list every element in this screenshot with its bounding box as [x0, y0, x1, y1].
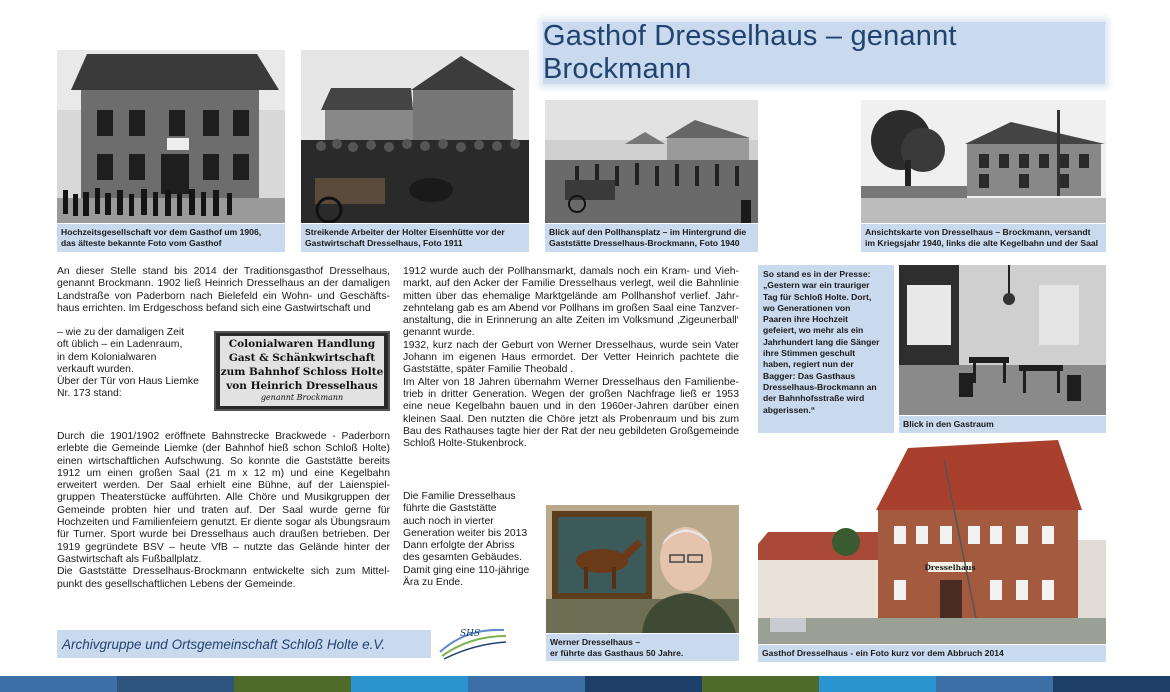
- press-line: ihre Stimmen geschult: [763, 348, 856, 359]
- bottom-bar-segment: [234, 676, 351, 692]
- press-line: Dresselhaus-Brockmann an: [763, 381, 877, 392]
- caption-strike-line1: Streikende Arbeiter der Holter Eisenhütte vor der: [305, 227, 505, 237]
- col2-paragraph-2: 1932, kurz nach der Geburt von Werner Dresselhaus, wurde sein Vater Johann im eigenen Haus ermordet. Der Vetter Heinrich pachtete die Gaststätte, später Familie Theobald .: [403, 339, 739, 376]
- column-1-text: [57, 266, 390, 315]
- col1-line: oft üblich – ein Ladenraum,: [57, 339, 183, 351]
- press-line: Jahrhundert lang die Sänger: [763, 336, 880, 347]
- shop-sign-photo: [214, 331, 390, 411]
- caption-postcard-line1: Ansichtskarte von Dresselhaus – Brockmann, versandt: [865, 227, 1091, 237]
- photo-gastraum: [899, 265, 1106, 415]
- col2-line: Generation weiter bis 2013: [403, 527, 528, 539]
- bottom-bar-segment: [351, 676, 468, 692]
- col1-line: verkauft wurden.: [57, 363, 134, 375]
- col1-paragraph-2: Durch die 1901/1902 eröffnete Bahnstrecke Brackwede - Paderborn erlebte die Gemeinde Liemke (der Bahnhof hieß schon Schloß Holte) einen wirtschaftlichen Aufschwung. So konnte die Gaststätte bereits 1912 um einen großen Saal (21 m x 12 m) und eine Kegelbahn erweitert werden. Der Saal erhielt eine Bühne, auf der Laienspielgruppen Theaterstücke aufführten. Alle Chöre und Musikgruppen der Gemeinde probten hier und traten auf. Der Saal wurde gerne für Hochzeiten und Familienfeiern genutzt. Er diente sogar als Übungsraum für Turner. Sport wurde bei Dresselhaus auch draußen betrieben. Der 1919 gegründete BSV – heute VfB – nutzte das Gelände hinter der Gastwirtschaft als Fußballplatz.: [57, 431, 390, 565]
- bottom-bar-segment: [117, 676, 234, 692]
- caption-strike-line2: Gastwirtschaft Dresselhaus, Foto 1911: [305, 238, 463, 248]
- press-line: „Gestern war ein trauriger: [763, 280, 870, 291]
- bottom-bar-segment: [819, 676, 936, 692]
- col1-line: in dem Kolonialwaren: [57, 351, 157, 363]
- bottom-bar-segment: [468, 676, 585, 692]
- organization-name: Archivgruppe und Ortsgemeinschaft Schloß Holte e.V.: [62, 636, 386, 652]
- column-1-lower-text: [57, 431, 390, 591]
- building-sign-text: Dresselhaus: [924, 563, 976, 572]
- caption-wedding-line2: das älteste bekannte Foto vom Gasthof: [61, 238, 222, 248]
- photo-abbruch-2014: [758, 440, 1106, 644]
- bottom-bar-segment: [585, 676, 702, 692]
- col1-paragraph-1: An dieser Stelle stand bis 2014 der Traditionsgasthof Dresselhaus, genannt Brockmann. 1902 ließ Heinrich Dresselhaus an der damaligen Landstraße von Paderborn nach Bielefeld ein Wohn- und Geschäftshaus errichten. Im Erdgeschoss befand sich eine Gastwirtschaft und: [57, 266, 390, 314]
- caption-strike: [301, 224, 529, 252]
- col1-paragraph-3: Die Gaststätte Dresselhaus-Brockmann entwickelte sich zum Mittelpunkt des gesellschaftlichen Lebens der Gemeinde.: [57, 566, 390, 590]
- press-line: gefeiert, wo mehr als ein: [763, 325, 864, 336]
- col2-paragraph-3: Im Alter von 18 Jahren übernahm Werner Dresselhaus den Familienbetrieb in dritter Generation. Wegen der großen Nachfrage ließ er 1953 eine neue Kegelbahn bauen und in den 1960er-Jahren darüber einen kleinen Saal. Den nutzten die Chöre jetzt als Probenraum und bis zum Bau des Rathauses tagte hier der Rat der neu gebildeten Großgemeinde Schloß Holte-Stukenbrock.: [403, 376, 739, 450]
- col1-line: Nr. 173 stand:: [57, 388, 122, 400]
- sign-line-2: Gast & Schänkwirtschaft: [228, 352, 376, 364]
- col1-line: – wie zu der damaligen Zeit: [57, 327, 185, 338]
- col2-line: des gesamten Gebäudes.: [403, 552, 522, 564]
- column-1-short-lines: [57, 327, 207, 401]
- col2-line: führte die Gaststätte: [403, 503, 497, 515]
- photo-wedding-1906: [57, 50, 285, 223]
- page-title: Gasthof Dresselhaus – genannt Brockmann: [543, 20, 957, 85]
- press-line: So stand es in der Presse:: [763, 269, 871, 279]
- press-line: der Bahnhofsstraße wird: [763, 393, 865, 404]
- bottom-bar-segment: [936, 676, 1053, 692]
- caption-postcard: [861, 224, 1106, 252]
- caption-werner: [546, 634, 739, 661]
- caption-abbruch-text: Gasthof Dresselhaus - ein Foto kurz vor dem Abbruch 2014: [762, 648, 1004, 658]
- caption-gastraum-text: Blick in den Gastraum: [903, 419, 994, 429]
- caption-pollhansplatz-line1: Blick auf den Pollhansplatz – im Hintergrund die: [549, 227, 747, 237]
- sign-line-5: genannt Brockmann: [260, 393, 344, 402]
- bottom-color-bar: [0, 676, 1170, 692]
- press-line: haben, regiert nun der: [763, 359, 854, 370]
- caption-werner-line1: Werner Dresselhaus –: [550, 637, 641, 647]
- press-line: Paaren ihre Hochzeit: [763, 314, 849, 325]
- photo-werner-dresselhaus: [546, 505, 739, 633]
- caption-abbruch: [758, 645, 1106, 662]
- col2-line: auch noch in vierter: [403, 515, 494, 527]
- photo-strike-1911: [301, 50, 529, 223]
- caption-wedding-line1: Hochzeitsgesellschaft vor dem Gasthof um 1906,: [61, 227, 262, 237]
- press-quote-box: [758, 265, 894, 433]
- column-2-text: [403, 266, 739, 450]
- organization-box: [57, 630, 431, 658]
- logo-text: SHS: [460, 629, 481, 639]
- col2-line: Dann erfolgte der Abriss: [403, 540, 515, 552]
- press-line: abgerissen.“: [763, 404, 816, 415]
- caption-werner-line2: er führte das Gasthaus 50 Jahre.: [550, 648, 684, 658]
- col2-line: Ära zu Ende.: [403, 577, 464, 589]
- sign-line-3: zum Bahnhof Schloss Holte: [220, 366, 384, 378]
- photo-postcard-1940: [861, 100, 1106, 223]
- col1-line: Über der Tür von Haus Liemke: [57, 376, 199, 388]
- shs-logo-icon: [436, 622, 508, 660]
- bottom-bar-segment: [1053, 676, 1170, 692]
- caption-pollhansplatz-line2: Gaststätte Dresselhaus-Brockmann, Foto 1940: [549, 238, 740, 248]
- photo-pollhansplatz-1940: [545, 100, 758, 223]
- col2-line: Die Familie Dresselhaus: [403, 491, 516, 502]
- col2-line: Damit ging eine 110-jährige: [403, 564, 530, 576]
- press-line: wo Generationen von: [763, 302, 851, 313]
- bottom-bar-segment: [702, 676, 819, 692]
- bottom-bar-segment: [0, 676, 117, 692]
- caption-pollhansplatz: [545, 224, 758, 252]
- column-2-short-lines: [403, 491, 545, 589]
- caption-gastraum: [899, 416, 1106, 433]
- caption-postcard-line2: im Kriegsjahr 1940, links die alte Kegelbahn und der Saal: [865, 238, 1099, 248]
- press-line: Tag für Schloß Holte. Dort,: [763, 291, 872, 302]
- title-box: [543, 22, 1105, 84]
- col2-paragraph-1: 1912 wurde auch der Pollhansmarkt, damals noch ein Kram- und Viehmarkt, auf den Acker der Familie Dresselhaus verlegt, weil die Bahnlinie mitten über das ehemalige Marktgelände am Pollhanshof verlief. Jahrzehntelang gab es am Abend vor Pollhans im großen Saal eine Tanzveranstaltung, die in Erinnerung an alte Zeiten im Volksmund ‚Zigeunerball‘ genannt wurde.: [403, 266, 739, 339]
- press-line: Bagger: Das Gasthaus: [763, 370, 856, 381]
- sign-line-4: von Heinrich Dresselhaus: [226, 380, 378, 392]
- sign-line-1: Colonialwaren Handlung: [228, 338, 376, 350]
- caption-wedding: [57, 224, 285, 252]
